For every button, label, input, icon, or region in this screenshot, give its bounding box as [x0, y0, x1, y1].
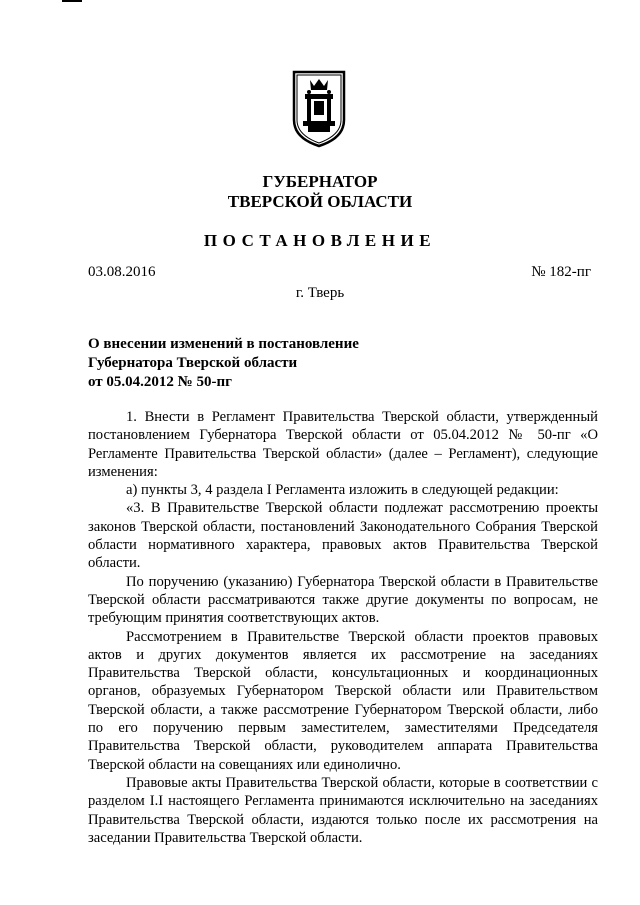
- subject-line: О внесении изменений в постановление: [88, 336, 359, 352]
- subject-line: Губернатора Тверской области: [88, 355, 298, 371]
- document-date: 03.08.2016: [88, 264, 156, 280]
- body-paragraph: Рассмотрением в Правительстве Тверской области проектов правовых актов и других документов является их рассмотрение на заседаниях Правительства Тверской области, консультационных и координационных органов, образуемых Губернатором Тверской области или Правительством Тверской области, а также рассмотрение Губернатором Тверской области, либо по его поручению первым заместителем, заместителями Председателя Правительства Тверской области, руководителем аппарата Правительства Тверской области на совещаниях или единолично.: [88, 628, 598, 773]
- document-number: № 182-пг: [531, 264, 591, 280]
- body-paragraph: «3. В Правительстве Тверской области подлежат рассмотрению проекты законов Тверской области, постановлений Законодательного Собрания Тверской области нормативного характера, правовых актов Правительства Тверской области.: [88, 500, 598, 572]
- authority-title-line1: ГУБЕРНАТОР: [262, 172, 378, 191]
- document-subject: [88, 335, 508, 392]
- tver-coat-of-arms-icon: [290, 68, 348, 148]
- body-paragraph: а) пункты 3, 4 раздела I Регламента изложить в следующей редакции:: [126, 482, 559, 499]
- subject-line: от 05.04.2012 № 50-пг: [88, 374, 232, 390]
- authority-title-line2: ТВЕРСКОЙ ОБЛАСТИ: [227, 192, 413, 211]
- document-type-title: ПОСТАНОВЛЕНИЕ: [203, 231, 437, 250]
- body-paragraph: 1. Внести в Регламент Правительства Тверской области, утвержденный постановлением Губернатора Тверской области от 05.04.2012 № 50-пг «О Регламенте Правительства Тверской области» (далее – Регламент), следующие изменения:: [88, 409, 598, 480]
- body-paragraph: По поручению (указанию) Губернатора Тверской области в Правительстве Тверской области рассматриваются также другие документы по вопросам, не требующим принятия соответствующих актов.: [88, 573, 598, 627]
- document-city: г. Тверь: [295, 285, 345, 301]
- body-paragraph: Правовые акты Правительства Тверской области, которые в соответствии с разделом I.I настоящего Регламента принимаются исключительно на заседаниях Правительства Тверской области, издаются только после их рассмотрения на заседании Правительства Тверской области.: [88, 774, 598, 846]
- document-body: [88, 408, 598, 847]
- scan-edge-mark: [62, 0, 82, 2]
